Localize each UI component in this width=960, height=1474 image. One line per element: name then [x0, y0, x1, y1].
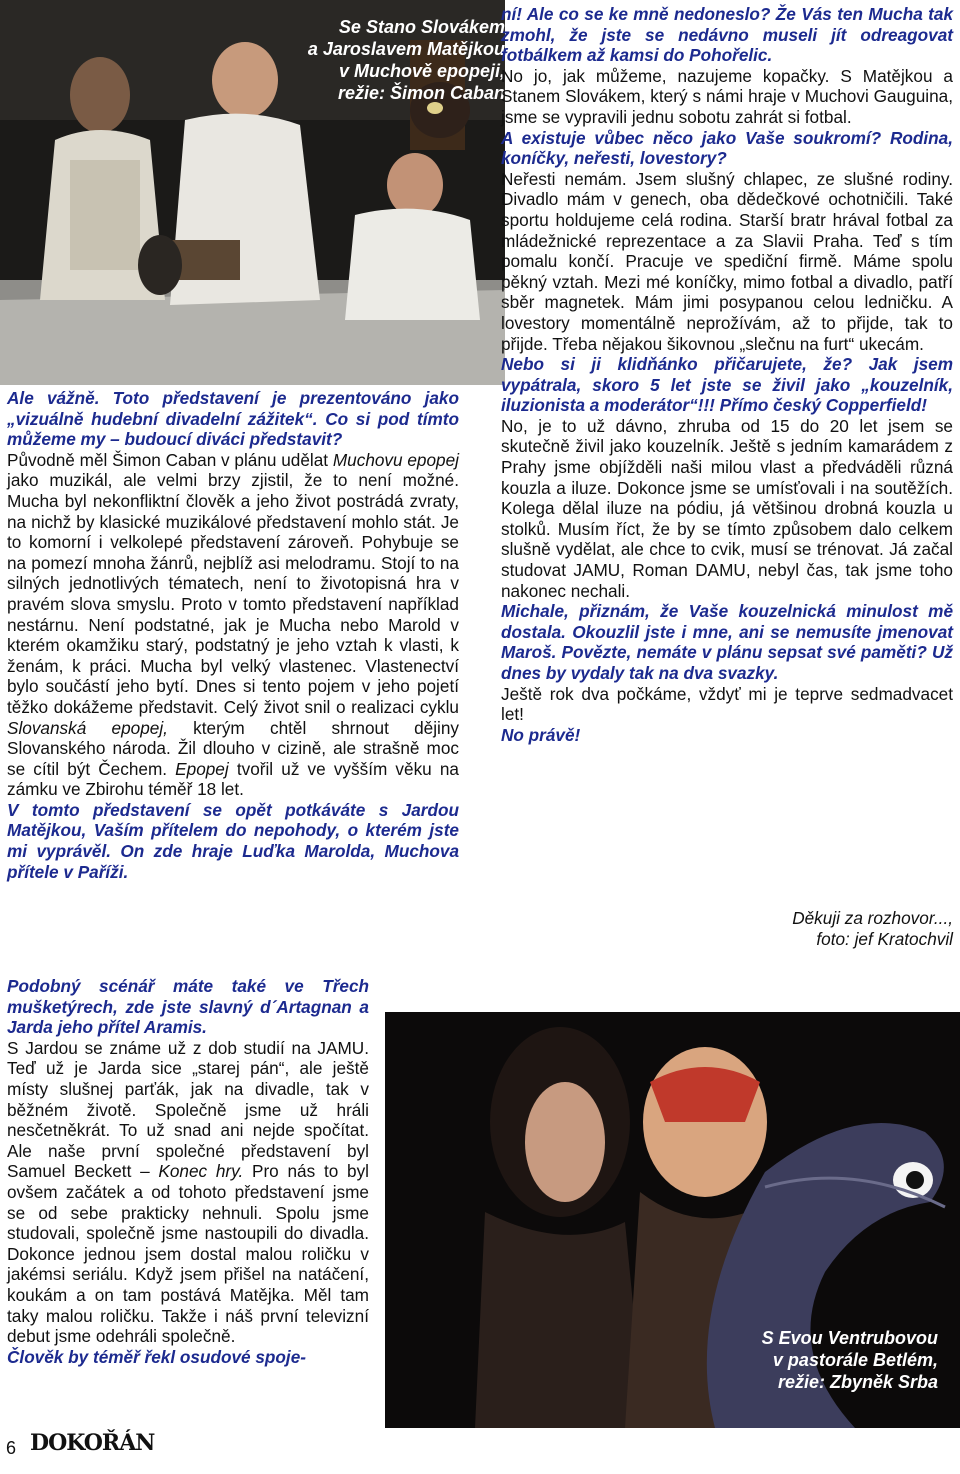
interview-question: Člověk by téměř řekl osudové spoje- — [7, 1346, 306, 1367]
text-run: tvořil už ve vyšším věku na zámku ve Zbirohu téměř 18 let. — [7, 758, 459, 800]
interview-question: Nebo si ji klidňánko přičarujete, že? Jak jsem vypátrala, skoro 5 let jste se živil jako „kouzelník, iluzionista a moderátor“!!! Přímo český Copperfield! — [501, 354, 953, 416]
article-column-left-upper — [7, 388, 459, 882]
text-run: kterým chtěl shrnout dějiny Slovanského národa. Žil dlouho v cizině, ale strašně moc se cítil být Čechem. — [7, 717, 459, 779]
caption-line: S Evou Ventrubovou — [761, 1328, 938, 1348]
caption-line: Se Stano Slovákem — [338, 17, 505, 37]
magazine-logo: DOKOŘÁN — [30, 1430, 155, 1456]
text-run: S Jardou se známe už z dob studií na JAMU. Teď už je Jarda sice „starej pán“, ale ještě místy slušnej parťák, jak na divadle, tak v běžném životě. Společně jsme už hráli nesčetněkrát. To už snad ani nejde spočítat. Ale naše první společné představení byl Samuel Beckett – — [7, 1037, 369, 1182]
caption-line: režie: Šimon Caban — [337, 83, 505, 103]
caption-line: v Muchově epopeji, — [338, 61, 505, 81]
credits — [501, 908, 953, 949]
interview-question: No právě! — [501, 724, 581, 745]
interview-answer — [7, 450, 459, 800]
interview-question: ní! Ale co se ke mně nedoneslo? Že Vás ten Mucha tak zmohl, že jste se nedávno museli jít odreagovat fotbálkem až kamsi do Pohořelic. — [501, 4, 953, 66]
article-column-left-lower — [7, 976, 369, 1367]
interview-question: Michale, přiznám, že Vaše kouzelnická minulost mě dostala. Okouzlil jste i mne, ani se nemusíte jmenovat Maroš. Povězte, nemáte v plánu sepsat své paměti? Už dnes by vydaly tak na dva svazky. — [501, 601, 953, 683]
interview-answer: No, je to už dávno, zhruba od 15 do 20 let jsem se skutečně živil jako kouzelník. Ještě s jedním kamarádem z Prahy jsme objížděli naši milou vlast a předváděli různá kouzla a iluze. Dokonce jsme se umísťovali i na soutěžích. Kolega dělal iluze na pódiu, já většinou drobná kouzla u stolků. Musím říct, že by se tímto způsobem dalo celkem slušně vydělat, ale chce to cvik, musí se trénovat. Já začal studovat JAMU, Roman DAMU, nebyl čas, tak jsme toho nakonec nechali. — [501, 415, 953, 601]
caption-line: a Jaroslavem Matějkou — [307, 39, 505, 59]
article-column-right — [501, 4, 953, 745]
interview-question: A existuje vůbec něco jako Vaše soukromí? Rodina, koníčky, neřesti, lovestory? — [501, 127, 953, 169]
page-number: 6 — [6, 1438, 17, 1458]
caption-line: režie: Zbyněk Srba — [777, 1372, 938, 1392]
interview-answer: Neřesti nemám. Jsem slušný chlapec, ze slušné rodiny. Divadlo mám v genech, oba dědečkové ochotničili. Také sportu holdujeme celá rodina. Starší bratr hrával fotbal za mládežnické reprezentace a za Slavii Praha. Teď s tím pomalu končí. Pracuje ve spediční firmě. Máme spolu pěkný vztah. Mezi mé koníčky, mimo fotbal a divadlo, patří sběr magnetek. Mám jimi posypanou celou ledničku. A lovestory momentálně neprožívám, až to přijde, tak to přijde. Třeba nějakou šikovnou „slečnu na furt“ ukecám. — [501, 168, 953, 354]
interview-answer: Ještě rok dva počkáme, vždyť mi je teprve sedmadvacet let! — [501, 683, 953, 725]
italic-title: Muchovu epopej — [332, 449, 459, 470]
italic-title: Epopej — [175, 758, 229, 779]
photo2-caption — [690, 1327, 938, 1393]
interview-answer — [7, 1038, 369, 1347]
caption-line: v pastorále Betlém, — [772, 1350, 938, 1370]
interview-question: Podobný scénář máte také ve Třech mušketýrech, zde jste slavný d´Artagnan a Jarda jeho přítel Aramis. — [7, 976, 369, 1038]
text-run: Pro nás to byl ovšem začátek a od tohoto představení jsme se od sebe prakticky nehnuli. Spolu jsme studovali, společně jsme nastoupili do divadla. Dokonce jednou jsem dostal malou roličku v jakémsi seriálu. Když jsem přišel na natáčení, koukám a on tam postává Matějka. Měl tam taky malou roličku. Takže i náš první televizní debut jsme odehráli společně. — [7, 1161, 369, 1347]
interview-question: V tomto představení se opět potkáváte s Jardou Matějkou, Vaším přítelem do nepohody, o kterém jste mi vyprávěl. On zde hraje Luďka Marolda, Muchova přítele v Paříži. — [7, 799, 459, 882]
photo1-caption — [260, 16, 505, 104]
thanks-line: Děkuji za rozhovor..., — [792, 908, 953, 928]
photo-credit: foto: jef Kratochvil — [816, 928, 953, 949]
interview-question: Ale vážně. Toto představení je prezentováno jako „vizuálně hudební divadelní zážitek“. Co si pod tímto můžeme my – budoucí diváci představit? — [7, 388, 459, 450]
text-run: Původně měl Šimon Caban v plánu udělat — [7, 449, 333, 470]
interview-answer: No jo, jak můžeme, nazujeme kopačky. S Matějkou a Stanem Slovákem, který s námi hraje v Muchovi Gauguina, jsme se vypravili jednu sobotu zahrát si fotbal. — [501, 65, 953, 127]
italic-title: Slovanská epopej, — [7, 717, 168, 738]
text-run: jako muzikál, ale velmi brzy zjistil, že to není možné. Mucha byl nekonfliktní člověk a jeho život postrádá zvraty, na nichž by klasické muzikálové představení mohlo stát. Je to komorní i velkolepé představení zároveň. Pohybuje se na pomezí mnoha žánrů, nejblíž asi melodramu. Stojí to na silných jednotlivých tématech, není to životopisná hra v pravém slova smyslu. Proto v tomto představení například nestárnu. Není podstatné, jak je Mucha nebo Marold v kterém okamžiku starý, podstatný je jeho vztah k vlasti, k ženám, k práci. Mucha byl velký vlastenec. Vlastenectví bylo součástí jeho bytí. Dnes si tento pojem v jeho pojetí těžko dokážeme představit. Celý život snil o realizaci cyklu — [7, 470, 459, 717]
italic-title: Konec hry. — [158, 1161, 244, 1182]
